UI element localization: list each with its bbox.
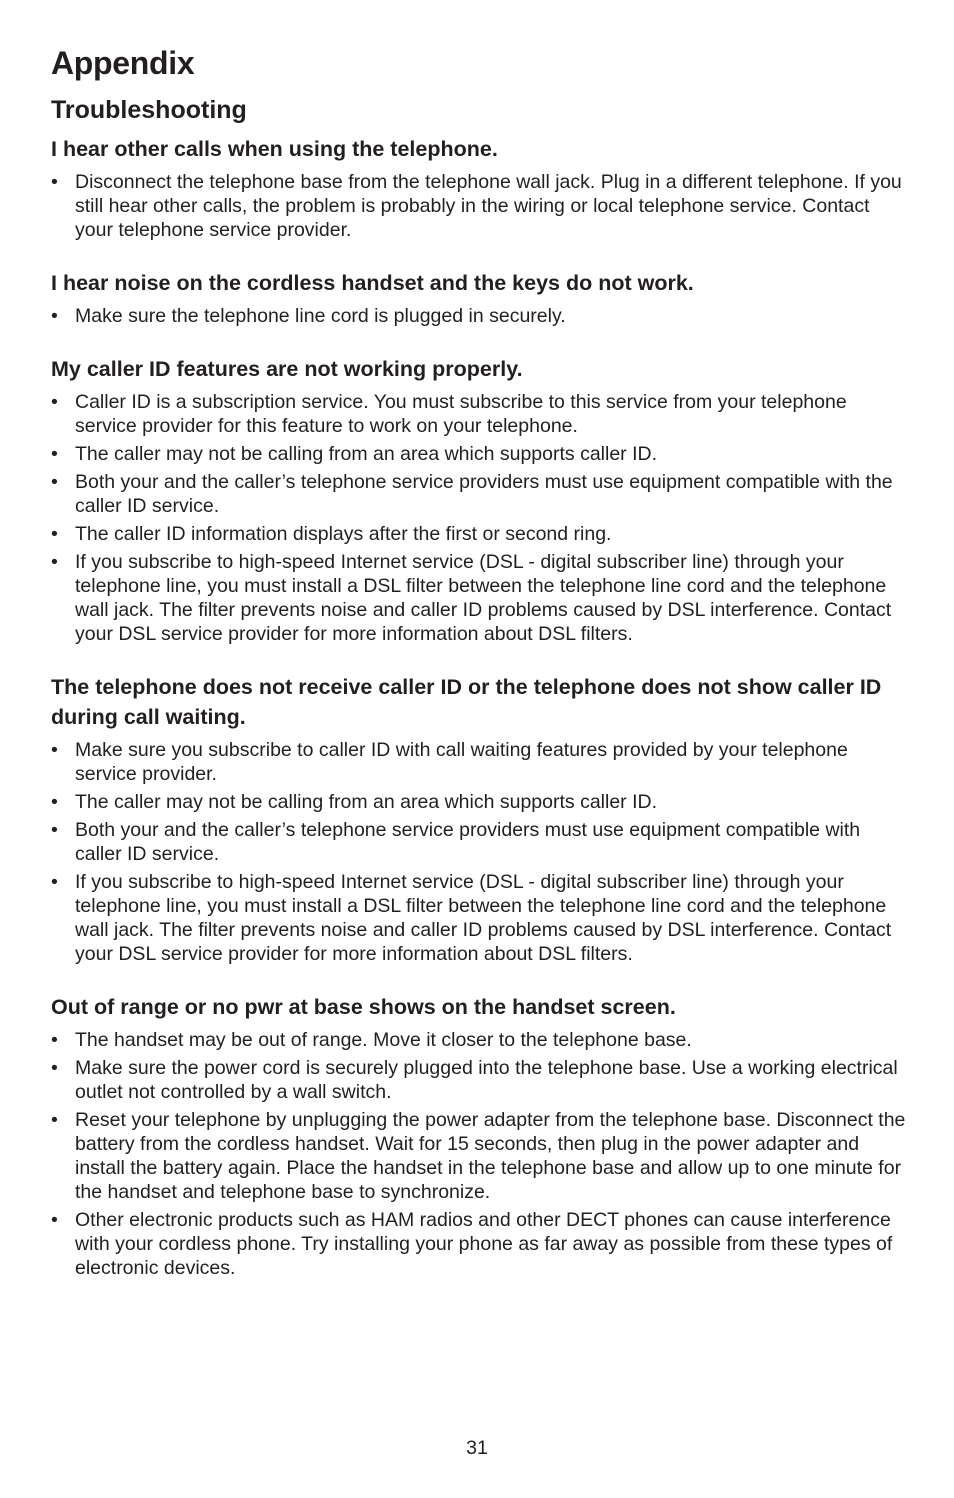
page-number: 31: [466, 1437, 488, 1459]
solution-item: [51, 1056, 911, 1104]
issue-solutions-list: [51, 1028, 911, 1280]
solution-item: [51, 470, 911, 518]
solution-item: [51, 550, 911, 646]
issue-solutions-list: [51, 738, 911, 966]
troubleshooting-issue: [51, 134, 911, 242]
solution-text: The handset may be out of range. Move it closer to the telephone base.: [75, 1029, 692, 1051]
bullet-icon: •: [51, 1029, 58, 1051]
issue-solutions-list: [51, 390, 911, 646]
solution-text: The caller ID information displays after the first or second ring.: [75, 523, 612, 545]
issue-heading: My caller ID features are not working properly.: [51, 357, 523, 381]
solution-item: [51, 442, 911, 466]
section-title: Troubleshooting: [51, 96, 247, 124]
solution-item: [51, 304, 911, 328]
troubleshooting-issue: [51, 992, 911, 1280]
solution-text: Make sure you subscribe to caller ID with call waiting features provided by your telephone service provider.: [75, 739, 848, 785]
bullet-icon: •: [51, 1109, 58, 1131]
issue-solutions-list: [51, 170, 911, 242]
troubleshooting-issue: [51, 672, 911, 966]
bullet-icon: •: [51, 739, 58, 761]
appendix-title: Appendix: [51, 45, 195, 81]
bullet-icon: •: [51, 391, 58, 413]
issue-heading: The telephone does not receive caller ID or the telephone does not show caller ID during call waiting.: [51, 675, 882, 729]
solution-item: [51, 390, 911, 438]
solution-text: Make sure the telephone line cord is plugged in securely.: [75, 305, 566, 327]
solution-text: If you subscribe to high-speed Internet service (DSL - digital subscriber line) through your telephone line, you must install a DSL filter between the telephone line cord and the telephone wall jack. The filter prevents noise and caller ID problems caused by DSL interference. Contact your DSL service provider for more information about DSL filters.: [75, 551, 892, 645]
solution-item: [51, 522, 911, 546]
solution-text: Reset your telephone by unplugging the power adapter from the telephone base. Disconnect the battery from the cordless handset. Wait for 15 seconds, then plug in the power adapter and install the battery again. Place the handset in the telephone base and allow up to one minute for the handset and telephone base to synchronize.: [75, 1109, 906, 1203]
bullet-icon: •: [51, 1057, 58, 1079]
bullet-icon: •: [51, 443, 58, 465]
solution-item: [51, 870, 911, 966]
troubleshooting-issue: [51, 268, 911, 328]
issue-heading: I hear noise on the cordless handset and the keys do not work.: [51, 271, 694, 295]
bullet-icon: •: [51, 791, 58, 813]
solution-text: If you subscribe to high-speed Internet service (DSL - digital subscriber line) through your telephone line, you must install a DSL filter between the telephone line cord and the telephone wall jack. The filter prevents noise and caller ID problems caused by DSL interference. Contact your DSL service provider for more information about DSL filters.: [75, 871, 892, 965]
solution-item: [51, 790, 911, 814]
troubleshooting-list: [51, 134, 911, 1306]
solution-item: [51, 738, 911, 786]
bullet-icon: •: [51, 871, 58, 893]
solution-text: Caller ID is a subscription service. You must subscribe to this service from your telephone service provider for this feature to work on your telephone.: [75, 391, 847, 437]
solution-text: The caller may not be calling from an area which supports caller ID.: [75, 443, 658, 465]
bullet-icon: •: [51, 1209, 58, 1231]
solution-item: [51, 170, 911, 242]
issue-heading: Out of range or no pwr at base shows on the handset screen.: [51, 995, 676, 1019]
solution-item: [51, 1108, 911, 1204]
solution-text: Make sure the power cord is securely plugged into the telephone base. Use a working electrical outlet not controlled by a wall switch.: [75, 1057, 898, 1103]
solution-text: The caller may not be calling from an area which supports caller ID.: [75, 791, 658, 813]
solution-item: [51, 1208, 911, 1280]
issue-solutions-list: [51, 304, 911, 328]
bullet-icon: •: [51, 471, 58, 493]
solution-item: [51, 818, 911, 866]
bullet-icon: •: [51, 551, 58, 573]
solution-text: Both your and the caller’s telephone service providers must use equipment compatible with the caller ID service.: [75, 471, 893, 517]
solution-item: [51, 1028, 911, 1052]
solution-text: Disconnect the telephone base from the telephone wall jack. Plug in a different telephone. If you still hear other calls, the problem is probably in the wiring or local telephone service. Contact your telephone service provider.: [75, 171, 902, 241]
bullet-icon: •: [51, 819, 58, 841]
solution-text: Both your and the caller’s telephone service providers must use equipment compatible with caller ID service.: [75, 819, 861, 865]
bullet-icon: •: [51, 171, 58, 193]
bullet-icon: •: [51, 305, 58, 327]
bullet-icon: •: [51, 523, 58, 545]
solution-text: Other electronic products such as HAM radios and other DECT phones can cause interference with your cordless phone. Try installing your phone as far away as possible from these types of electronic devices.: [75, 1209, 893, 1279]
troubleshooting-issue: [51, 354, 911, 646]
issue-heading: I hear other calls when using the telephone.: [51, 137, 498, 161]
